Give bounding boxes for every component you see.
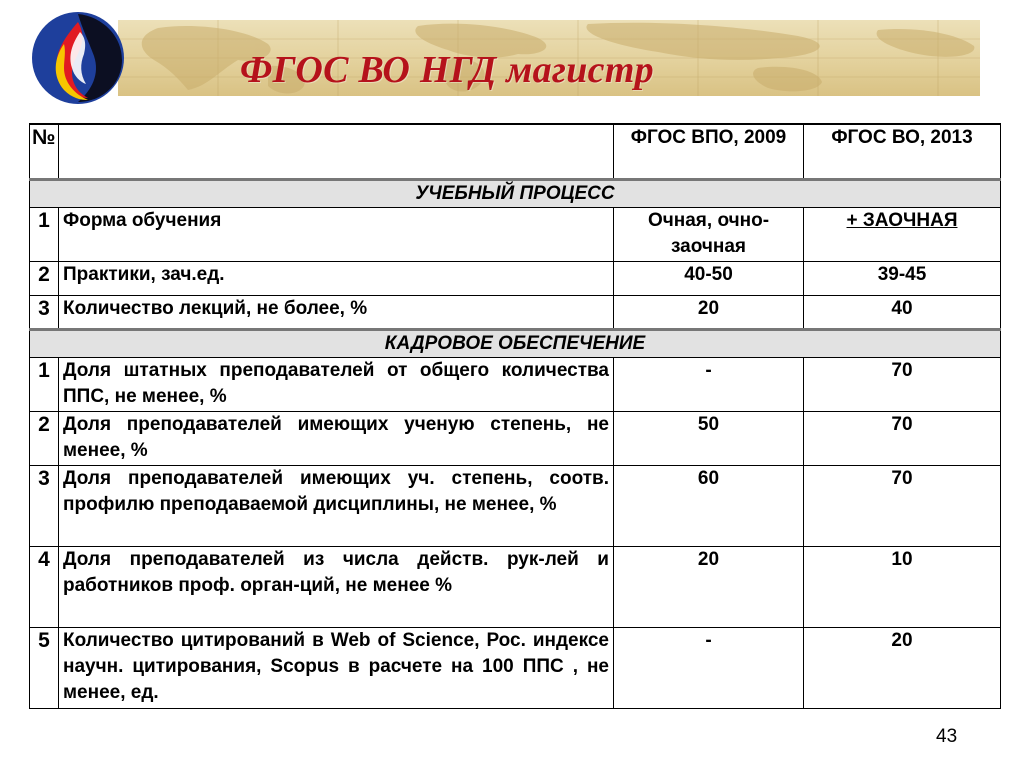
row-desc: Форма обучения: [59, 207, 614, 261]
row-value-2009: 50: [614, 411, 804, 465]
table-row: [30, 546, 1001, 627]
row-value-2009: 20: [614, 546, 804, 627]
row-value-2013: 40: [804, 295, 1001, 329]
row-num: 2: [30, 261, 59, 295]
table-row: [30, 465, 1001, 546]
row-num: 1: [30, 207, 59, 261]
row-num: 3: [30, 295, 59, 329]
page-title: ФГОС ВО НГД магистр: [240, 49, 654, 91]
section-title: КАДРОВОЕ ОБЕСПЕЧЕНИЕ: [30, 329, 1001, 357]
row-value-2013: 10: [804, 546, 1001, 627]
header-fgos-2013: ФГОС ВО, 2013: [804, 124, 1001, 179]
row-value-2013: 70: [804, 465, 1001, 546]
row-value-2009: Очная, очно-заочная: [614, 207, 804, 261]
header-fgos-2009: ФГОС ВПО, 2009: [614, 124, 804, 179]
row-value-2013: 20: [804, 627, 1001, 708]
table-row: [30, 261, 1001, 295]
row-desc: Практики, зач.ед.: [59, 261, 614, 295]
row-desc: Доля штатных преподавателей от общего количества ППС, не менее, %: [59, 357, 614, 411]
row-desc: Количество лекций, не более, %: [59, 295, 614, 329]
row-num: 1: [30, 357, 59, 411]
table-row: [30, 411, 1001, 465]
row-value-2009: 20: [614, 295, 804, 329]
row-num: 4: [30, 546, 59, 627]
row-num: 3: [30, 465, 59, 546]
row-value-2013: + ЗАОЧНАЯ: [804, 207, 1001, 261]
row-value-2013: 70: [804, 357, 1001, 411]
table-header-row: [30, 124, 1001, 179]
row-value-2013: 39-45: [804, 261, 1001, 295]
page-number: 43: [936, 726, 958, 747]
header-num: №: [30, 124, 59, 179]
row-value-2009: -: [614, 627, 804, 708]
section-row: [30, 329, 1001, 357]
table-row: [30, 207, 1001, 261]
table-row: [30, 295, 1001, 329]
table-row: [30, 627, 1001, 708]
row-desc: Количество цитирований в Web of Science, Рос. индексе научн. цитирования, Scopus в расчете на 100 ППС , не менее, ед.: [59, 627, 614, 708]
row-desc: Доля преподавателей имеющих ученую степень, не менее, %: [59, 411, 614, 465]
row-value-2009: 60: [614, 465, 804, 546]
section-title: УЧЕБНЫЙ ПРОЦЕСС: [30, 179, 1001, 207]
row-num: 2: [30, 411, 59, 465]
row-value-2013: 70: [804, 411, 1001, 465]
row-desc: Доля преподавателей из числа действ. рук-лей и работников проф. орган-ций, не менее %: [59, 546, 614, 627]
row-num: 5: [30, 627, 59, 708]
table-row: [30, 357, 1001, 411]
header-desc: [59, 124, 614, 179]
flame-logo-icon: [28, 10, 128, 106]
row-desc: Доля преподавателей имеющих уч. степень, соотв. профилю преподаваемой дисциплины, не менее, %: [59, 465, 614, 546]
row-value-2009: 40-50: [614, 261, 804, 295]
section-row: [30, 179, 1001, 207]
row-value-2009: -: [614, 357, 804, 411]
comparison-table: [29, 123, 1001, 709]
